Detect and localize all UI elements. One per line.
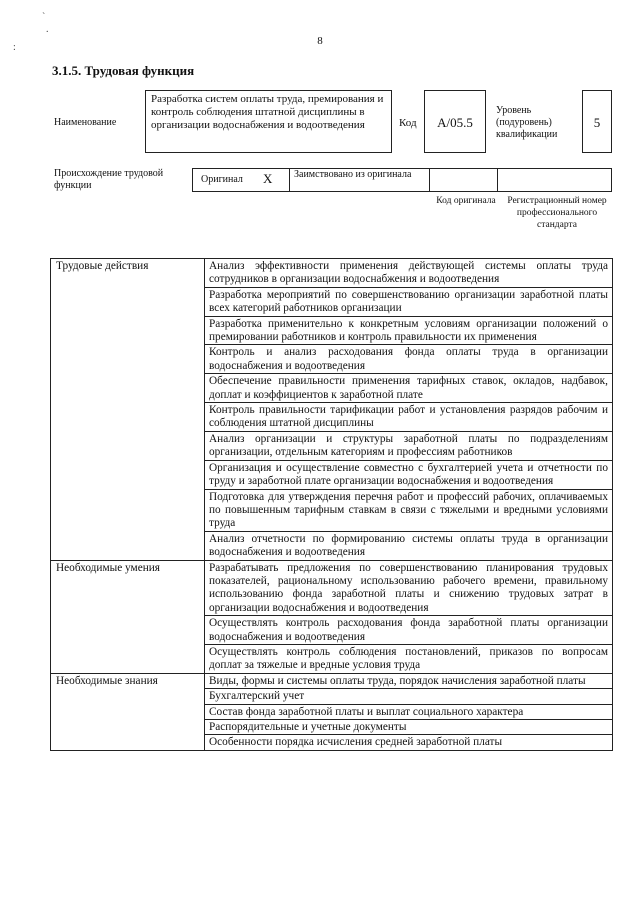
list-item: Осуществлять контроль соблюдения постановлений, приказов по вопросам доплат за тяжелые и вредные условия труда bbox=[209, 645, 608, 672]
list-item: Разрабатывать предложения по совершенствованию планирования трудовых показателей, рациональному использованию рабочего времени, правильному использованию фонда заработной платы и снижению трудовых затрат в организации водоснабжения и водоотведения bbox=[205, 561, 612, 617]
category-cell: Необходимые знания bbox=[51, 673, 205, 750]
original-label: Оригинал bbox=[201, 174, 243, 185]
original-mark: Х bbox=[263, 171, 273, 186]
list-item: Организация и осуществление совместно с бухгалтерией учета и отчетности по труду и заработной плате организации водоснабжения и водоотведения bbox=[205, 461, 612, 490]
page-number: 8 bbox=[317, 35, 323, 47]
list-item: Виды, формы и системы оплаты труда, порядок начисления заработной платы bbox=[205, 674, 612, 689]
original-cell bbox=[193, 169, 290, 191]
list-item: Разработка мероприятий по совершенствованию организации заработной платы всех категорий работников организации bbox=[205, 288, 612, 317]
list-item: Бухгалтерский учет bbox=[205, 689, 612, 704]
list-item: Анализ эффективности применения действующей системы оплаты труда сотрудников в организации водоснабжения и водоотведения bbox=[205, 259, 612, 288]
items-cell bbox=[205, 560, 613, 673]
margin-mark: ` bbox=[42, 12, 46, 23]
list-item: Состав фонда заработной платы и выплат социального характера bbox=[205, 705, 612, 720]
list-item: Распорядительные и учетные документы bbox=[205, 720, 612, 735]
origin-row bbox=[192, 168, 612, 192]
reg-number-caption: Регистрационный номер профессионального стандарта bbox=[507, 196, 607, 230]
margin-mark: : bbox=[13, 42, 16, 53]
list-item: Подготовка для утверждения перечня работ и профессий рабочих, оплачиваемых по повышенным тарифным ставкам в связи с тяжелыми и вредными условиями труда bbox=[205, 490, 612, 532]
list-item: Контроль и анализ расходования фонда оплаты труда в организации водоснабжения и водоотведения bbox=[205, 345, 612, 374]
blank-cell bbox=[430, 169, 498, 191]
category-cell: Необходимые умения bbox=[51, 560, 205, 673]
list-item: Осуществлять контроль расходования фонда заработной платы организации водоснабжения и водоотведения bbox=[205, 616, 612, 645]
margin-mark: . bbox=[46, 24, 49, 35]
borrowed-label: Заимствовано из оригинала bbox=[294, 169, 412, 180]
list-item: Обеспечение правильности применения тарифных ставок, окладов, надбавок, доплат и коэффициентов к заработной плате bbox=[205, 374, 612, 403]
function-name-box: Разработка систем оплаты труда, премирования и контроль соблюдения штатной дисциплины в организации водоснабжения и водоотведения bbox=[145, 90, 392, 153]
list-item: Анализ организации и структуры заработной платы по подразделениям организации, отдельным категориям и профессиям работников bbox=[205, 432, 612, 461]
table-row bbox=[51, 560, 613, 673]
borrowed-cell bbox=[290, 169, 430, 191]
table-row bbox=[51, 259, 613, 561]
original-code-cell bbox=[498, 169, 611, 191]
function-table bbox=[50, 258, 613, 751]
origin-label: Происхождение трудовой функции bbox=[54, 168, 164, 191]
function-code-box: А/05.5 bbox=[424, 90, 486, 153]
items-cell bbox=[205, 259, 613, 561]
section-title: 3.1.5. Трудовая функция bbox=[52, 63, 195, 78]
items-cell bbox=[205, 673, 613, 750]
list-item: Контроль правильности тарификации работ и установления разрядов рабочим и соблюдения штатной дисциплины bbox=[205, 403, 612, 432]
list-item: Разработка применительно к конкретным условиям организации положений о премировании работников и контроль правильности их применения bbox=[205, 317, 612, 346]
code-label: Код bbox=[399, 117, 417, 129]
level-label: Уровень (подуровень) квалификации bbox=[496, 105, 558, 140]
table-row bbox=[51, 673, 613, 750]
category-cell: Трудовые действия bbox=[51, 259, 205, 561]
list-item: Особенности порядка исчисления средней заработной платы bbox=[209, 736, 503, 749]
list-item: Анализ отчетности по формированию системы оплаты труда в организации водоснабжения и водоотведения bbox=[209, 532, 608, 559]
name-label: Наименование bbox=[54, 117, 117, 128]
code-caption: Код оригинала bbox=[436, 196, 496, 206]
qualification-level-box: 5 bbox=[582, 90, 612, 153]
